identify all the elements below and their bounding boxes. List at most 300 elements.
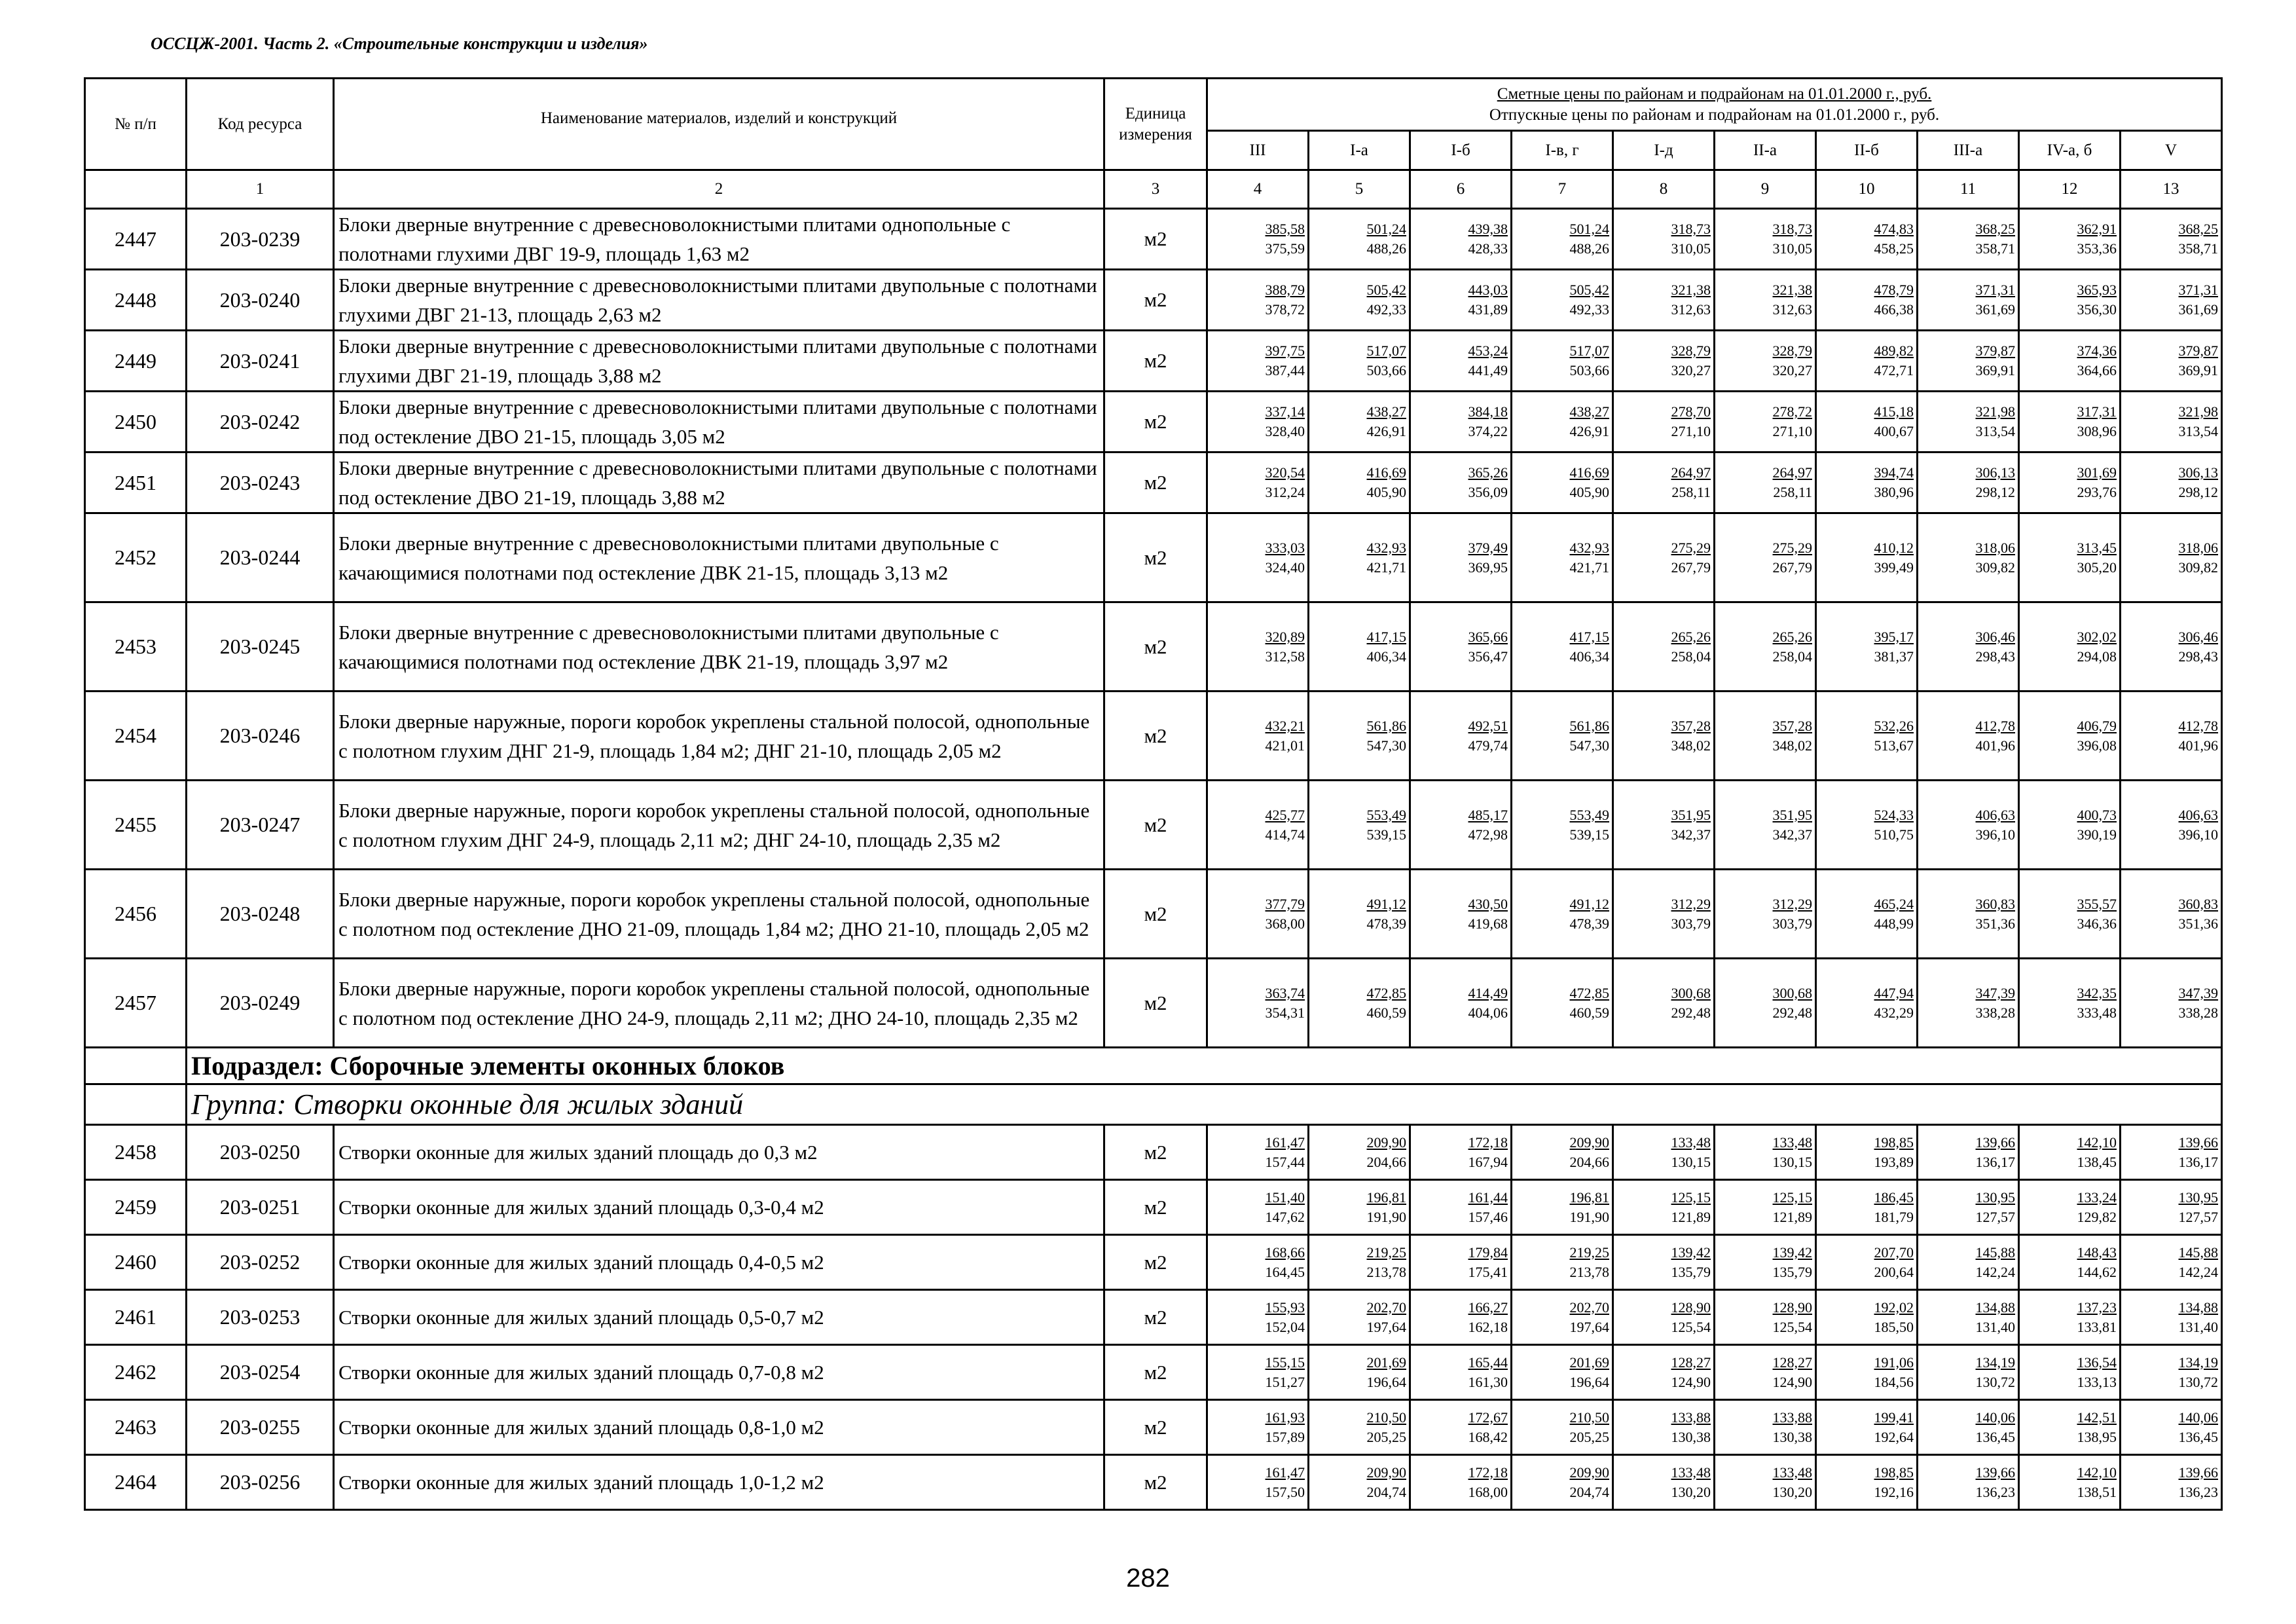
estimate-price: 412,78 xyxy=(1975,717,2015,734)
release-price: 351,36 xyxy=(2178,915,2219,932)
resource-code: 203-0256 xyxy=(187,1455,334,1510)
release-price: 547,30 xyxy=(1569,737,1609,754)
estimate-price: 362,91 xyxy=(2077,221,2117,237)
estimate-price: 438,27 xyxy=(1366,403,1406,420)
price-cell xyxy=(1207,1455,1309,1510)
unit: м2 xyxy=(1104,1235,1207,1290)
price-cell xyxy=(1309,331,1410,392)
release-price: 361,69 xyxy=(2178,301,2219,318)
estimate-price: 179,84 xyxy=(1468,1244,1508,1261)
release-price: 124,90 xyxy=(1671,1373,1711,1390)
release-price: 503,66 xyxy=(1366,362,1406,378)
price-cell xyxy=(1613,602,1715,692)
estimate-price: 172,18 xyxy=(1468,1134,1508,1151)
release-price: 312,63 xyxy=(1772,301,1812,318)
price-cell xyxy=(1918,209,2019,270)
estimate-price: 133,24 xyxy=(2077,1189,2117,1206)
estimate-price: 201,69 xyxy=(1366,1354,1406,1371)
price-cell xyxy=(1715,209,1816,270)
estimate-price: 400,73 xyxy=(2077,806,2117,823)
price-cell xyxy=(1715,1180,1816,1235)
estimate-price: 128,27 xyxy=(1671,1354,1711,1371)
release-price: 136,23 xyxy=(1975,1483,2015,1500)
price-cell xyxy=(1512,1125,1613,1180)
estimate-price: 201,69 xyxy=(1569,1354,1609,1371)
estimate-price: 317,31 xyxy=(2077,403,2117,420)
release-price: 448,99 xyxy=(1874,915,1914,932)
estimate-price: 134,19 xyxy=(1975,1354,2015,1371)
price-cell xyxy=(2121,1455,2222,1510)
estimate-price: 410,12 xyxy=(1874,539,1914,556)
release-price: 478,39 xyxy=(1366,915,1406,932)
estimate-price: 219,25 xyxy=(1366,1244,1406,1261)
price-cell xyxy=(1715,781,1816,870)
release-price: 157,50 xyxy=(1265,1483,1305,1500)
price-cell xyxy=(1918,959,2019,1048)
estimate-price: 209,90 xyxy=(1366,1134,1406,1151)
price-cell xyxy=(1410,1235,1512,1290)
release-price: 204,74 xyxy=(1366,1483,1406,1500)
price-cell xyxy=(1410,1455,1512,1510)
release-price: 142,24 xyxy=(2178,1263,2219,1280)
price-cell xyxy=(1613,1180,1715,1235)
estimate-price: 379,49 xyxy=(1468,539,1508,556)
estimate-price: 196,81 xyxy=(1569,1189,1609,1206)
estimate-price: 161,47 xyxy=(1265,1134,1305,1151)
table-row xyxy=(85,513,2222,602)
estimate-price: 142,51 xyxy=(2077,1409,2117,1426)
price-cell xyxy=(2121,602,2222,692)
price-cell xyxy=(1918,1290,2019,1345)
release-price: 368,00 xyxy=(1265,915,1305,932)
price-cell xyxy=(2121,513,2222,602)
estimate-price: 302,02 xyxy=(2077,628,2117,645)
estimate-price: 139,66 xyxy=(2178,1464,2219,1481)
estimate-price: 371,31 xyxy=(2178,282,2219,298)
price-cell xyxy=(2019,1235,2121,1290)
column-number: 1 xyxy=(187,170,334,209)
column-number: 8 xyxy=(1613,170,1715,209)
release-price: 303,79 xyxy=(1772,915,1812,932)
release-price: 342,37 xyxy=(1671,826,1711,843)
release-price: 193,89 xyxy=(1874,1153,1914,1170)
price-cell xyxy=(1512,1235,1613,1290)
price-cell xyxy=(1918,602,2019,692)
release-price: 399,49 xyxy=(1874,559,1914,576)
resource-code: 203-0241 xyxy=(187,331,334,392)
estimate-price: 133,48 xyxy=(1772,1134,1812,1151)
estimate-price: 328,79 xyxy=(1671,342,1711,359)
price-cell xyxy=(2121,452,2222,513)
row-index: 2459 xyxy=(85,1180,187,1235)
estimate-price: 161,44 xyxy=(1468,1189,1508,1206)
price-cell xyxy=(1512,1290,1613,1345)
price-cell xyxy=(1309,602,1410,692)
estimate-price: 155,15 xyxy=(1265,1354,1305,1371)
estimate-price: 371,31 xyxy=(1975,282,2015,298)
release-price: 191,90 xyxy=(1569,1208,1609,1225)
estimate-price: 172,18 xyxy=(1468,1464,1508,1481)
group-title: Группа: Створки оконные для жилых зданий xyxy=(187,1084,2222,1125)
estimate-price: 517,07 xyxy=(1366,342,1406,359)
price-cell xyxy=(1410,870,1512,959)
estimate-price: 453,24 xyxy=(1468,342,1508,359)
estimate-price: 474,83 xyxy=(1874,221,1914,237)
column-number: 3 xyxy=(1104,170,1207,209)
release-price: 127,57 xyxy=(1975,1208,2015,1225)
price-cell xyxy=(1816,1290,1918,1345)
release-price: 338,28 xyxy=(2178,1004,2219,1021)
estimate-price: 133,48 xyxy=(1671,1134,1711,1151)
price-cell xyxy=(1918,692,2019,781)
estimate-price: 438,27 xyxy=(1569,403,1609,420)
release-price: 354,31 xyxy=(1265,1004,1305,1021)
unit: м2 xyxy=(1104,331,1207,392)
estimate-price: 395,17 xyxy=(1874,628,1914,645)
item-name: Блоки дверные внутренние с древесноволокнистыми плитами двупольные с полотнами глухими ДВГ 21-13, площадь 2,63 м2 xyxy=(334,270,1104,331)
price-cell xyxy=(1918,870,2019,959)
region-header: I-д xyxy=(1613,131,1715,170)
estimate-price: 365,66 xyxy=(1468,628,1508,645)
release-price: 298,43 xyxy=(1975,648,2015,665)
estimate-price: 357,28 xyxy=(1772,717,1812,734)
estimate-price: 209,90 xyxy=(1569,1134,1609,1151)
release-price: 348,02 xyxy=(1772,737,1812,754)
price-cell xyxy=(2121,870,2222,959)
estimate-price: 264,97 xyxy=(1772,464,1812,481)
estimate-price: 388,79 xyxy=(1265,282,1305,298)
price-cell xyxy=(1918,781,2019,870)
price-cell xyxy=(2121,331,2222,392)
estimate-price: 363,74 xyxy=(1265,984,1305,1001)
price-cell xyxy=(2121,781,2222,870)
estimate-price: 328,79 xyxy=(1772,342,1812,359)
unit: м2 xyxy=(1104,1290,1207,1345)
estimate-price: 209,90 xyxy=(1366,1464,1406,1481)
estimate-price: 379,87 xyxy=(2178,342,2219,359)
release-price: 138,95 xyxy=(2077,1428,2117,1445)
release-price: 298,12 xyxy=(1975,484,2015,500)
release-price: 426,91 xyxy=(1569,423,1609,439)
row-index: 2460 xyxy=(85,1235,187,1290)
unit: м2 xyxy=(1104,602,1207,692)
estimate-price: 492,51 xyxy=(1468,717,1508,734)
price-cell xyxy=(1613,331,1715,392)
estimate-price: 351,95 xyxy=(1671,806,1711,823)
release-price: 142,24 xyxy=(1975,1263,2015,1280)
release-price: 472,98 xyxy=(1468,826,1508,843)
release-price: 342,37 xyxy=(1772,826,1812,843)
price-cell xyxy=(2019,1455,2121,1510)
release-price: 460,59 xyxy=(1569,1004,1609,1021)
estimate-price: 472,85 xyxy=(1366,984,1406,1001)
estimate-price: 355,57 xyxy=(2077,895,2117,912)
estimate-price: 306,46 xyxy=(1975,628,2015,645)
estimate-price: 202,70 xyxy=(1569,1299,1609,1316)
price-table xyxy=(84,77,2223,1511)
estimate-price: 505,42 xyxy=(1366,282,1406,298)
price-cell xyxy=(1410,1290,1512,1345)
release-price: 175,41 xyxy=(1468,1263,1508,1280)
table-row xyxy=(85,1235,2222,1290)
estimate-price: 406,79 xyxy=(2077,717,2117,734)
price-cell xyxy=(2019,513,2121,602)
price-cell xyxy=(1410,331,1512,392)
price-cell xyxy=(1715,1290,1816,1345)
price-cell xyxy=(1816,602,1918,692)
column-number: 12 xyxy=(2019,170,2121,209)
price-cell xyxy=(1918,1345,2019,1400)
item-name: Створки оконные для жилых зданий площадь 0,3-0,4 м2 xyxy=(334,1180,1104,1235)
price-cell xyxy=(1816,452,1918,513)
price-cell xyxy=(1309,392,1410,452)
estimate-price: 414,49 xyxy=(1468,984,1508,1001)
estimate-price: 351,95 xyxy=(1772,806,1812,823)
release-price: 414,74 xyxy=(1265,826,1305,843)
row-index: 2447 xyxy=(85,209,187,270)
price-cell xyxy=(2019,692,2121,781)
release-price: 312,24 xyxy=(1265,484,1305,500)
subsection-row xyxy=(85,1048,2222,1084)
price-cell xyxy=(2019,1180,2121,1235)
price-cell xyxy=(1613,209,1715,270)
estimate-price: 300,68 xyxy=(1671,984,1711,1001)
estimate-price: 133,48 xyxy=(1671,1464,1711,1481)
table-row xyxy=(85,270,2222,331)
estimate-price: 417,15 xyxy=(1569,628,1609,645)
estimate-price: 517,07 xyxy=(1569,342,1609,359)
table-row xyxy=(85,331,2222,392)
header-prices xyxy=(1207,79,2222,131)
estimate-price: 321,38 xyxy=(1671,282,1711,298)
resource-code: 203-0239 xyxy=(187,209,334,270)
price-cell xyxy=(1918,513,2019,602)
release-price: 185,50 xyxy=(1874,1318,1914,1335)
price-cell xyxy=(1410,1400,1512,1455)
estimate-price: 148,43 xyxy=(2077,1244,2117,1261)
price-cell xyxy=(1816,1455,1918,1510)
unit: м2 xyxy=(1104,692,1207,781)
estimate-price: 368,25 xyxy=(1975,221,2015,237)
estimate-price: 406,63 xyxy=(2178,806,2219,823)
release-price: 130,72 xyxy=(1975,1373,2015,1390)
price-cell xyxy=(1512,392,1613,452)
price-cell xyxy=(2121,1180,2222,1235)
resource-code: 203-0248 xyxy=(187,870,334,959)
release-price: 204,74 xyxy=(1569,1483,1609,1500)
release-price: 196,64 xyxy=(1569,1373,1609,1390)
release-price: 547,30 xyxy=(1366,737,1406,754)
estimate-price: 360,83 xyxy=(2178,895,2219,912)
release-price: 356,09 xyxy=(1468,484,1508,500)
document-header: ОССЦЖ-2001. Часть 2. «Строительные конструкции и изделия» xyxy=(151,34,648,53)
column-number: 5 xyxy=(1309,170,1410,209)
price-cell xyxy=(1309,1125,1410,1180)
release-price: 374,22 xyxy=(1468,423,1508,439)
estimate-price: 265,26 xyxy=(1772,628,1812,645)
release-price: 205,25 xyxy=(1569,1428,1609,1445)
release-price: 305,20 xyxy=(2077,559,2117,576)
release-price: 428,33 xyxy=(1468,240,1508,257)
unit: м2 xyxy=(1104,270,1207,331)
release-price: 136,45 xyxy=(1975,1428,2015,1445)
table-row xyxy=(85,1455,2222,1510)
price-cell xyxy=(1816,870,1918,959)
release-price: 184,56 xyxy=(1874,1373,1914,1390)
item-name: Створки оконные для жилых зданий площадь 0,5-0,7 м2 xyxy=(334,1290,1104,1345)
price-cell xyxy=(1512,1455,1613,1510)
row-index: 2463 xyxy=(85,1400,187,1455)
release-price: 125,54 xyxy=(1671,1318,1711,1335)
price-cell xyxy=(1613,513,1715,602)
price-cell xyxy=(2019,392,2121,452)
estimate-price: 430,50 xyxy=(1468,895,1508,912)
price-cell xyxy=(1309,781,1410,870)
price-cell xyxy=(1410,1125,1512,1180)
region-header: II-а xyxy=(1715,131,1816,170)
price-cell xyxy=(1512,513,1613,602)
price-cell xyxy=(1512,959,1613,1048)
estimate-price: 186,45 xyxy=(1874,1189,1914,1206)
subsection-title: Подраздел: Сборочные элементы оконных блоков xyxy=(187,1048,2222,1084)
price-cell xyxy=(2121,1400,2222,1455)
estimate-price: 447,94 xyxy=(1874,984,1914,1001)
price-cell xyxy=(1207,270,1309,331)
estimate-price: 209,90 xyxy=(1569,1464,1609,1481)
release-price: 312,63 xyxy=(1671,301,1711,318)
resource-code: 203-0250 xyxy=(187,1125,334,1180)
price-cell xyxy=(1207,781,1309,870)
price-cell xyxy=(1309,1235,1410,1290)
estimate-price: 368,25 xyxy=(2178,221,2219,237)
table-row xyxy=(85,1345,2222,1400)
price-cell xyxy=(1715,1345,1816,1400)
column-number: 6 xyxy=(1410,170,1512,209)
column-number-empty xyxy=(85,170,187,209)
table-row xyxy=(85,781,2222,870)
price-cell xyxy=(1207,513,1309,602)
price-cell xyxy=(1816,1345,1918,1400)
price-cell xyxy=(1512,602,1613,692)
resource-code: 203-0249 xyxy=(187,959,334,1048)
release-price: 419,68 xyxy=(1468,915,1508,932)
price-cell xyxy=(2019,1125,2121,1180)
release-price: 401,96 xyxy=(1975,737,2015,754)
release-price: 271,10 xyxy=(1671,423,1711,439)
release-price: 130,20 xyxy=(1671,1483,1711,1500)
release-price: 396,08 xyxy=(2077,737,2117,754)
release-price: 431,89 xyxy=(1468,301,1508,318)
estimate-price: 532,26 xyxy=(1874,717,1914,734)
estimate-price: 439,38 xyxy=(1468,221,1508,237)
release-price: 479,74 xyxy=(1468,737,1508,754)
price-cell xyxy=(1715,331,1816,392)
release-price: 309,82 xyxy=(2178,559,2219,576)
estimate-price: 139,66 xyxy=(1975,1134,2015,1151)
price-cell xyxy=(2121,959,2222,1048)
price-cell xyxy=(1816,1180,1918,1235)
release-price: 460,59 xyxy=(1366,1004,1406,1021)
release-price: 138,45 xyxy=(2077,1153,2117,1170)
price-cell xyxy=(1715,870,1816,959)
price-cell xyxy=(2019,209,2121,270)
estimate-price: 306,13 xyxy=(1975,464,2015,481)
release-price: 441,49 xyxy=(1468,362,1508,378)
release-price: 369,91 xyxy=(1975,362,2015,378)
release-price: 348,02 xyxy=(1671,737,1711,754)
resource-code: 203-0245 xyxy=(187,602,334,692)
price-cell xyxy=(1918,1125,2019,1180)
release-price: 133,13 xyxy=(2077,1373,2117,1390)
item-name: Створки оконные для жилых зданий площадь 0,4-0,5 м2 xyxy=(334,1235,1104,1290)
release-price: 161,30 xyxy=(1468,1373,1508,1390)
release-price: 136,45 xyxy=(2178,1428,2219,1445)
estimate-price: 192,02 xyxy=(1874,1299,1914,1316)
region-header: III-а xyxy=(1918,131,2019,170)
price-cell xyxy=(1918,392,2019,452)
estimate-price: 145,88 xyxy=(1975,1244,2015,1261)
release-price: 303,79 xyxy=(1671,915,1711,932)
header-code: Код ресурса xyxy=(187,79,334,170)
price-cell xyxy=(1613,781,1715,870)
estimate-price: 432,93 xyxy=(1366,539,1406,556)
resource-code: 203-0254 xyxy=(187,1345,334,1400)
estimate-price: 264,97 xyxy=(1671,464,1711,481)
price-cell xyxy=(1207,1400,1309,1455)
release-price: 200,64 xyxy=(1874,1263,1914,1280)
price-cell xyxy=(1715,1235,1816,1290)
price-cell xyxy=(1512,1400,1613,1455)
price-cell xyxy=(1410,452,1512,513)
price-cell xyxy=(1410,392,1512,452)
release-price: 421,71 xyxy=(1569,559,1609,576)
price-cell xyxy=(2019,1400,2121,1455)
price-cell xyxy=(1715,959,1816,1048)
release-price: 324,40 xyxy=(1265,559,1305,576)
release-price: 204,66 xyxy=(1569,1153,1609,1170)
row-index: 2461 xyxy=(85,1290,187,1345)
release-price: 346,36 xyxy=(2077,915,2117,932)
price-cell xyxy=(1918,1400,2019,1455)
price-cell xyxy=(1715,602,1816,692)
release-price: 258,04 xyxy=(1772,648,1812,665)
price-cell xyxy=(1715,692,1816,781)
item-name: Створки оконные для жилых зданий площадь 0,8-1,0 м2 xyxy=(334,1400,1104,1455)
item-name: Блоки дверные наружные, пороги коробок укреплены стальной полосой, однопольные с полотном глухим ДНГ 24-9, площадь 2,11 м2; ДНГ 24-10, площадь 2,35 м2 xyxy=(334,781,1104,870)
release-price: 131,40 xyxy=(1975,1318,2015,1335)
estimate-price: 384,18 xyxy=(1468,403,1508,420)
subsection-empty xyxy=(85,1048,187,1084)
price-cell xyxy=(1613,1235,1715,1290)
column-number: 4 xyxy=(1207,170,1309,209)
release-price: 135,79 xyxy=(1671,1263,1711,1280)
price-cell xyxy=(1512,1345,1613,1400)
release-price: 292,48 xyxy=(1671,1004,1711,1021)
release-price: 130,20 xyxy=(1772,1483,1812,1500)
release-price: 361,69 xyxy=(1975,301,2015,318)
estimate-price: 130,95 xyxy=(2178,1189,2219,1206)
price-cell xyxy=(1613,270,1715,331)
release-price: 130,72 xyxy=(2178,1373,2219,1390)
estimate-price: 172,67 xyxy=(1468,1409,1508,1426)
table-row xyxy=(85,870,2222,959)
price-cell xyxy=(2019,1290,2121,1345)
row-index: 2458 xyxy=(85,1125,187,1180)
release-price: 313,54 xyxy=(1975,423,2015,439)
release-price: 405,90 xyxy=(1569,484,1609,500)
estimate-price: 140,06 xyxy=(2178,1409,2219,1426)
release-price: 196,64 xyxy=(1366,1373,1406,1390)
